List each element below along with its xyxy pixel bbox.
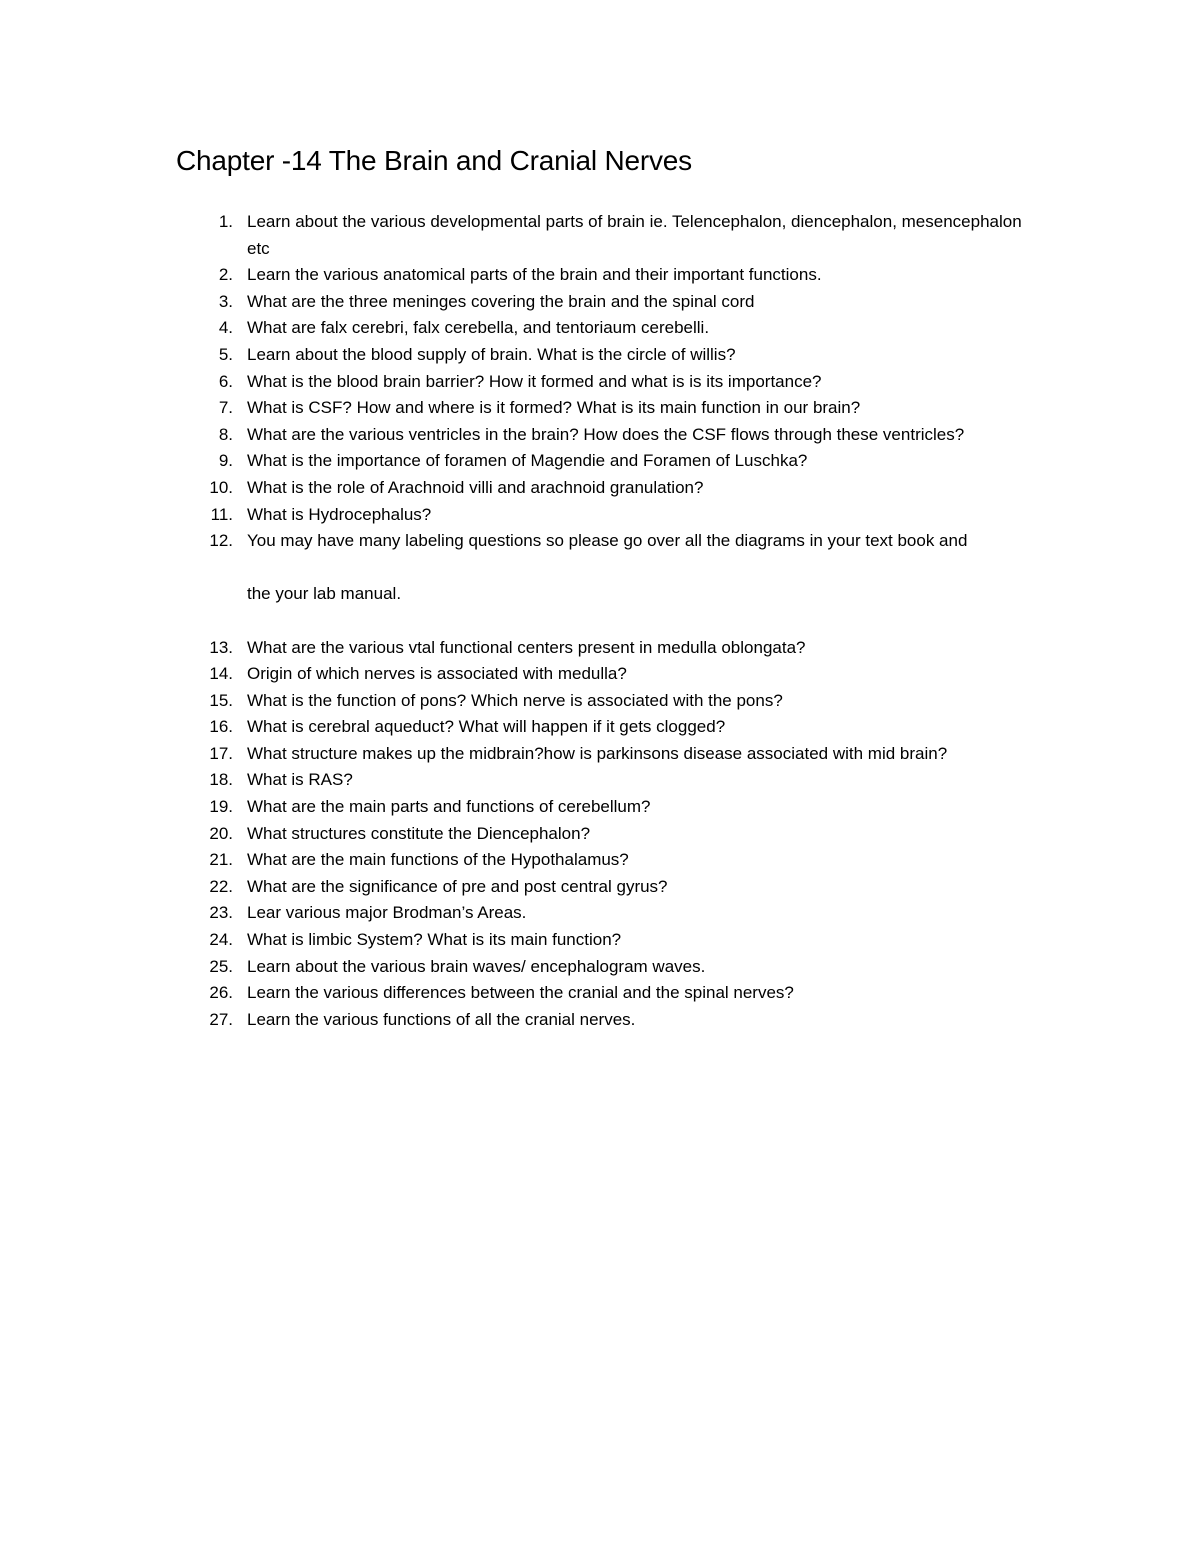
item-text: What is CSF? How and where is it formed? What is its main function in our brain? — [247, 398, 861, 418]
item-text: Learn about the blood supply of brain. What is the circle of willis? — [247, 344, 736, 364]
list-item — [176, 741, 1036, 768]
item-text: What are the main functions of the Hypothalamus? — [247, 850, 629, 870]
item-text: What is the blood brain barrier? How it formed and what is is its importance? — [247, 371, 822, 391]
item-text: What is the function of pons? Which nerve is associated with the pons? — [247, 690, 783, 710]
item-number: 3. — [218, 291, 233, 311]
continuation-paragraph: the your lab manual. — [247, 584, 402, 604]
item-number: 20. — [209, 823, 233, 843]
item-number: 26. — [209, 983, 233, 1003]
item-text: What are the three meninges covering the brain and the spinal cord — [247, 291, 755, 311]
item-number: 5. — [218, 344, 233, 364]
item-number: 13. — [209, 637, 233, 657]
list-item — [176, 395, 1036, 422]
item-number: 15. — [209, 690, 233, 710]
item-number: 9. — [218, 451, 233, 471]
list-item — [176, 661, 1036, 688]
item-text: What structure makes up the midbrain?how is parkinsons disease associated with mid brain? — [247, 743, 948, 763]
list-item — [176, 874, 1036, 901]
item-text: What is Hydrocephalus? — [247, 504, 432, 524]
item-number: 7. — [218, 398, 233, 418]
item-text: What is cerebral aqueduct? What will happen if it gets clogged? — [247, 717, 726, 737]
item-number: 25. — [209, 956, 233, 976]
list-item — [176, 767, 1036, 794]
list-item — [176, 980, 1036, 1007]
item-number: 27. — [209, 1009, 233, 1029]
item-text: What are the various vtal functional centers present in medulla oblongata? — [247, 637, 806, 657]
item-number: 2. — [218, 265, 233, 285]
item-number: 24. — [209, 930, 233, 950]
list-item — [176, 635, 1036, 662]
item-text: Origin of which nerves is associated with medulla? — [247, 664, 627, 684]
item-text: What are the main parts and functions of cerebellum? — [247, 797, 651, 817]
list-item — [176, 1007, 1036, 1034]
list-item — [176, 422, 1036, 449]
item-text: What is RAS? — [247, 770, 353, 790]
item-text: What structures constitute the Diencephalon? — [247, 823, 591, 843]
list-item — [176, 209, 1036, 262]
item-number: 22. — [209, 876, 233, 896]
item-text: What are falx cerebri, falx cerebella, and tentoriaum cerebelli. — [247, 318, 710, 338]
item-text: What is the importance of foramen of Magendie and Foramen of Luschka? — [247, 451, 808, 471]
list-item — [176, 821, 1036, 848]
item-number: 6. — [218, 371, 233, 391]
item-text: Learn about the various brain waves/ encephalogram waves. — [247, 956, 706, 976]
item-number: 23. — [209, 903, 233, 923]
item-number: 17. — [209, 743, 233, 763]
item-number: 10. — [209, 477, 233, 497]
item-number: 1. — [218, 212, 233, 231]
list-item — [176, 714, 1036, 741]
item-number: 12. — [209, 531, 233, 551]
list-item — [176, 448, 1036, 475]
item-number: 4. — [218, 318, 233, 338]
item-text: Learn the various anatomical parts of the brain and their important functions. — [247, 265, 822, 285]
list-item — [176, 954, 1036, 981]
item-number: 8. — [218, 424, 233, 444]
item-text: You may have many labeling questions so please go over all the diagrams in your text book and — [247, 531, 968, 551]
list-item — [176, 502, 1036, 529]
item-text: Lear various major Brodman’s Areas. — [247, 903, 527, 923]
item-number: 14. — [209, 664, 233, 684]
list-item — [176, 369, 1036, 396]
item-text: Learn the various differences between the cranial and the spinal nerves? — [247, 983, 794, 1003]
list-item — [176, 262, 1036, 289]
list-item — [176, 900, 1036, 927]
list-item — [176, 847, 1036, 874]
question-list — [176, 209, 1036, 1033]
list-item — [176, 688, 1036, 715]
list-item — [176, 315, 1036, 342]
item-number: 11. — [210, 504, 233, 524]
item-text: Learn about the various developmental parts of brain ie. Telencephalon, diencephalon, mesencephalon etc — [247, 212, 1022, 258]
item-text: Learn the various functions of all the cranial nerves. — [247, 1009, 636, 1029]
list-item — [176, 475, 1036, 502]
item-text: What are the significance of pre and post central gyrus? — [247, 876, 668, 896]
item-number: 16. — [209, 717, 233, 737]
item-number: 19. — [209, 797, 233, 817]
list-item — [176, 342, 1036, 369]
item-text: What are the various ventricles in the brain? How does the CSF flows through these ventricles? — [247, 424, 965, 444]
list-item — [176, 528, 1036, 555]
list-item — [176, 927, 1036, 954]
item-number: 21. — [209, 850, 233, 870]
item-text: What is the role of Arachnoid villi and arachnoid granulation? — [247, 477, 704, 497]
chapter-title: Chapter -14 The Brain and Cranial Nerves — [176, 145, 692, 176]
item-number: 18. — [209, 770, 233, 790]
list-item — [176, 289, 1036, 316]
item-text: What is limbic System? What is its main function? — [247, 930, 622, 950]
list-item — [176, 794, 1036, 821]
